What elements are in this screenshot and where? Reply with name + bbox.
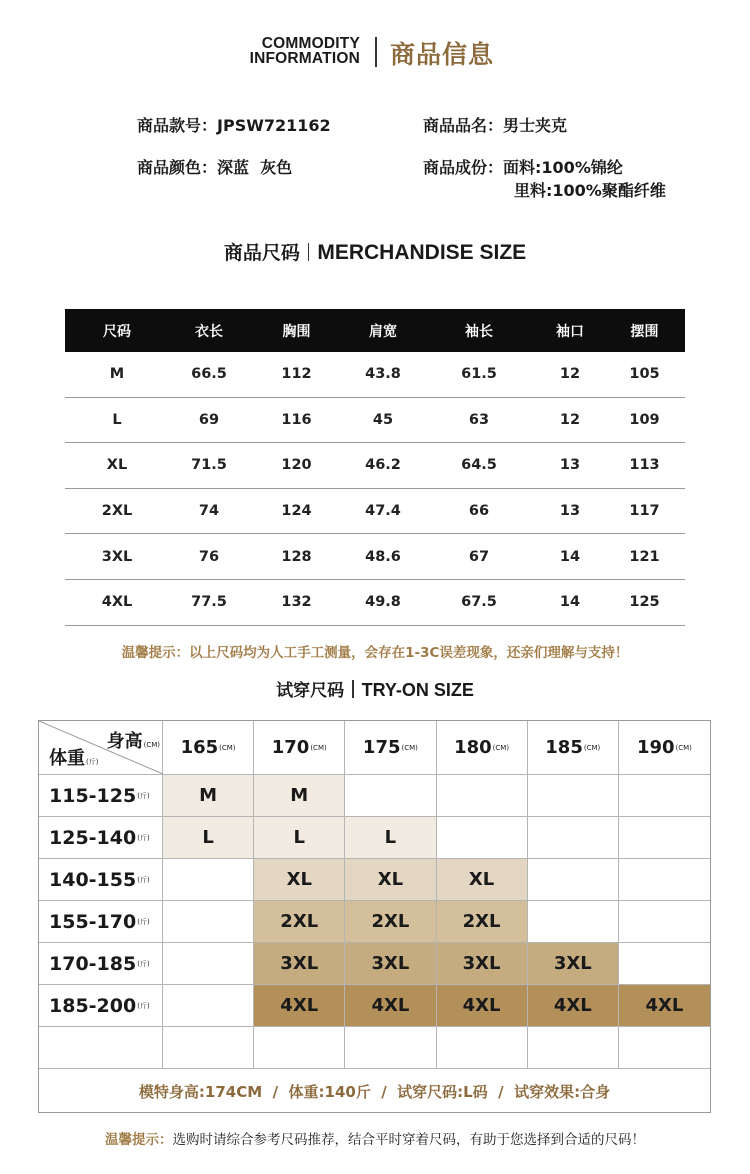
table-cell: 14 xyxy=(559,594,581,611)
weight-unit: (斤) xyxy=(137,959,150,968)
tryon-cell: 4XL xyxy=(254,985,345,1027)
table-cell: 12 xyxy=(559,366,581,383)
weight-row-label xyxy=(39,859,163,901)
tryon-table xyxy=(38,720,711,1113)
height-axis-label xyxy=(107,727,160,753)
height-col-header xyxy=(619,721,710,775)
tryon-cell: 3XL xyxy=(437,943,528,985)
weight-range: 170-185 xyxy=(49,952,137,975)
tryon-cell xyxy=(619,775,710,817)
tryon-row xyxy=(39,901,710,943)
measurement-note: 温馨提示：以上尺码均为人工手工测量，会存在1-3C误差现象，还亲们理解与支持！ xyxy=(121,645,629,661)
tryon-cell: XL xyxy=(437,859,528,901)
col-header: 尺码 xyxy=(103,323,131,340)
weight-row-label xyxy=(39,1027,163,1069)
height-value: 170 xyxy=(271,737,310,758)
table-cell: 66.5 xyxy=(191,366,227,383)
table-cell: 14 xyxy=(559,548,581,565)
table-cell: 2XL xyxy=(101,503,133,520)
col-header: 肩宽 xyxy=(369,323,397,340)
info-code-value: JPSW721162 xyxy=(217,116,331,135)
header-english xyxy=(226,36,360,66)
weight-range: 155-170 xyxy=(49,910,137,933)
tryon-title-cn: 试穿尺码 xyxy=(276,681,345,701)
tryon-cell xyxy=(528,901,619,943)
size-table-header xyxy=(65,309,685,352)
tryon-cell xyxy=(163,901,254,943)
info-name-label: 商品品名： xyxy=(423,116,504,135)
tryon-cell: 2XL xyxy=(437,901,528,943)
tryon-cell xyxy=(254,1027,345,1069)
tryon-cell xyxy=(437,817,528,859)
table-cell: 113 xyxy=(629,457,660,474)
tryon-row xyxy=(39,817,710,859)
height-col-header xyxy=(528,721,619,775)
tryon-cell xyxy=(345,1027,436,1069)
table-cell: 132 xyxy=(281,594,312,611)
tryon-cell: 3XL xyxy=(254,943,345,985)
table-cell: M xyxy=(109,366,125,383)
header-en-line2: INFORMATION xyxy=(249,50,360,67)
table-row xyxy=(65,534,685,580)
table-cell: 128 xyxy=(281,548,312,565)
table-cell: 63 xyxy=(468,411,490,428)
tryon-cell: 4XL xyxy=(528,985,619,1027)
weight-row-label xyxy=(39,985,163,1027)
table-row xyxy=(65,352,685,398)
table-cell: 69 xyxy=(198,411,220,428)
tryon-cell: 2XL xyxy=(345,901,436,943)
height-label-text: 身高 xyxy=(106,731,143,752)
height-col-unit: (CM) xyxy=(219,743,236,752)
tryon-row xyxy=(39,943,710,985)
info-comp-line2: 里料:100%聚酯纤维 xyxy=(514,181,666,200)
table-cell: 67.5 xyxy=(461,594,497,611)
table-cell: 61.5 xyxy=(461,366,497,383)
height-value: 175 xyxy=(362,737,401,758)
size-title-cn: 商品尺码 xyxy=(223,242,300,264)
tryon-row xyxy=(39,859,710,901)
table-row xyxy=(65,398,685,444)
tryon-title-en: TRY-ON SIZE xyxy=(361,680,474,700)
tryon-cell xyxy=(163,1027,254,1069)
tryon-cell: L xyxy=(345,817,436,859)
tryon-cell: 3XL xyxy=(345,943,436,985)
height-col-header xyxy=(254,721,345,775)
page-header xyxy=(0,33,750,73)
table-cell: 116 xyxy=(281,411,312,428)
tryon-section-title xyxy=(0,676,750,701)
weight-unit: (斤) xyxy=(137,917,150,926)
col-header: 摆围 xyxy=(630,323,659,340)
tryon-cell: XL xyxy=(345,859,436,901)
tryon-cell xyxy=(619,817,710,859)
info-comp-label: 商品成份： xyxy=(423,158,504,177)
weight-unit: (斤) xyxy=(137,875,150,884)
table-cell: 71.5 xyxy=(191,457,227,474)
tryon-corner-cell xyxy=(39,721,163,775)
table-row xyxy=(65,443,685,489)
height-value: 185 xyxy=(545,737,583,758)
tryon-cell: 4XL xyxy=(437,985,528,1027)
height-value: 190 xyxy=(636,737,675,758)
height-col-unit: (CM) xyxy=(401,743,418,752)
size-section-title xyxy=(0,238,750,265)
tryon-cell xyxy=(619,1027,710,1069)
weight-unit: (斤) xyxy=(86,758,99,766)
bottom-note xyxy=(0,1128,750,1148)
table-cell: L xyxy=(112,411,122,428)
tryon-cell xyxy=(619,943,710,985)
header-en-line1: COMMODITY xyxy=(261,35,360,52)
table-cell: 3XL xyxy=(101,548,133,565)
weight-unit: (斤) xyxy=(137,833,150,842)
table-cell: 46.2 xyxy=(365,457,401,474)
info-color xyxy=(137,157,292,179)
col-header: 袖长 xyxy=(465,323,493,340)
size-title-en: MERCHANDISE SIZE xyxy=(317,241,527,264)
info-name xyxy=(423,115,567,137)
height-col-unit: (CM) xyxy=(583,743,601,752)
tryon-cell xyxy=(345,775,436,817)
table-cell: 66 xyxy=(468,503,490,520)
info-code-label: 商品款号： xyxy=(137,116,218,135)
tryon-cell xyxy=(163,943,254,985)
tryon-cell: 4XL xyxy=(619,985,710,1027)
weight-unit: (斤) xyxy=(137,791,150,800)
tryon-cell: 4XL xyxy=(345,985,436,1027)
height-col-header xyxy=(345,721,436,775)
bottom-note-highlight: 温馨提示： xyxy=(105,1132,173,1148)
weight-range: 185-200 xyxy=(49,994,137,1017)
weight-row-label xyxy=(39,817,163,859)
weight-row-label xyxy=(39,943,163,985)
table-cell: 125 xyxy=(629,594,660,611)
table-row xyxy=(65,489,685,535)
table-row xyxy=(65,580,685,626)
col-header: 衣长 xyxy=(195,323,223,340)
height-value: 180 xyxy=(454,737,492,758)
info-code xyxy=(137,115,331,137)
height-col-unit: (CM) xyxy=(310,743,327,752)
header-divider xyxy=(375,37,377,67)
weight-unit: (斤) xyxy=(137,1001,150,1010)
weight-range: 125-140 xyxy=(49,826,137,849)
header-chinese: 商品信息 xyxy=(390,40,495,69)
table-cell: 13 xyxy=(559,457,581,474)
table-cell: 64.5 xyxy=(461,457,497,474)
table-cell: 43.8 xyxy=(365,366,401,383)
weight-row-label xyxy=(39,901,163,943)
table-cell: 13 xyxy=(559,503,581,520)
info-color-value: 深蓝 灰色 xyxy=(217,158,293,177)
size-table xyxy=(65,309,685,626)
table-cell: 12 xyxy=(559,411,581,428)
tryon-cell xyxy=(163,985,254,1027)
table-cell: 74 xyxy=(198,503,220,520)
height-value: 165 xyxy=(180,737,219,758)
table-cell: 112 xyxy=(281,366,312,383)
tryon-cell xyxy=(528,1027,619,1069)
height-col-unit: (CM) xyxy=(675,743,692,752)
tryon-cell: 2XL xyxy=(254,901,345,943)
info-color-label: 商品颜色： xyxy=(137,158,218,177)
table-cell: 47.4 xyxy=(365,503,401,520)
height-col-header xyxy=(437,721,528,775)
tryon-cell: L xyxy=(163,817,254,859)
tryon-header-row xyxy=(39,721,710,775)
table-cell: 77.5 xyxy=(191,594,227,611)
tryon-cell: 3XL xyxy=(528,943,619,985)
tryon-row xyxy=(39,775,710,817)
tryon-cell xyxy=(619,859,710,901)
table-cell: 76 xyxy=(198,548,220,565)
info-comp-line1: 面料:100%锦纶 xyxy=(503,158,623,177)
tryon-cell: L xyxy=(254,817,345,859)
tryon-cell xyxy=(528,859,619,901)
table-cell: 124 xyxy=(281,503,312,520)
weight-row-label xyxy=(39,775,163,817)
weight-label-text: 体重 xyxy=(49,748,85,769)
col-header: 胸围 xyxy=(282,323,311,340)
bottom-note-text: 选购时请综合参考尺码推荐，结合平时穿着尺码，有助于您选择到合适的尺码！ xyxy=(172,1132,645,1148)
weight-range: 115-125 xyxy=(49,784,137,807)
size-title-divider xyxy=(308,243,310,261)
table-cell: XL xyxy=(106,457,128,474)
tryon-row xyxy=(39,985,710,1027)
tryon-row xyxy=(39,1027,710,1069)
table-cell: 109 xyxy=(629,411,660,428)
table-cell: 48.6 xyxy=(365,548,401,565)
info-composition xyxy=(423,157,623,179)
tryon-cell xyxy=(619,901,710,943)
tryon-cell xyxy=(437,1027,528,1069)
height-unit: (CM) xyxy=(143,741,160,749)
info-name-value: 男士夹克 xyxy=(503,116,568,135)
table-cell: 45 xyxy=(372,411,394,428)
table-cell: 67 xyxy=(468,548,490,565)
table-cell: 4XL xyxy=(101,594,133,611)
height-col-header xyxy=(163,721,254,775)
tryon-cell xyxy=(528,817,619,859)
tryon-cell: M xyxy=(254,775,345,817)
tryon-cell: M xyxy=(163,775,254,817)
table-cell: 105 xyxy=(629,366,660,383)
tryon-title-divider xyxy=(352,680,354,698)
tryon-cell xyxy=(528,775,619,817)
weight-range: 140-155 xyxy=(49,868,137,891)
tryon-cell: XL xyxy=(254,859,345,901)
table-cell: 117 xyxy=(629,503,660,520)
tryon-cell xyxy=(163,859,254,901)
height-col-unit: (CM) xyxy=(492,743,510,752)
tryon-cell xyxy=(437,775,528,817)
weight-axis-label xyxy=(49,744,98,770)
table-cell: 121 xyxy=(629,548,660,565)
col-header: 袖口 xyxy=(556,323,584,340)
table-cell: 120 xyxy=(281,457,312,474)
model-info: 模特身高:174CM / 体重:140斤 / 试穿尺码:L码 / 试穿效果:合身 xyxy=(138,1082,611,1101)
table-cell: 49.8 xyxy=(365,594,401,611)
